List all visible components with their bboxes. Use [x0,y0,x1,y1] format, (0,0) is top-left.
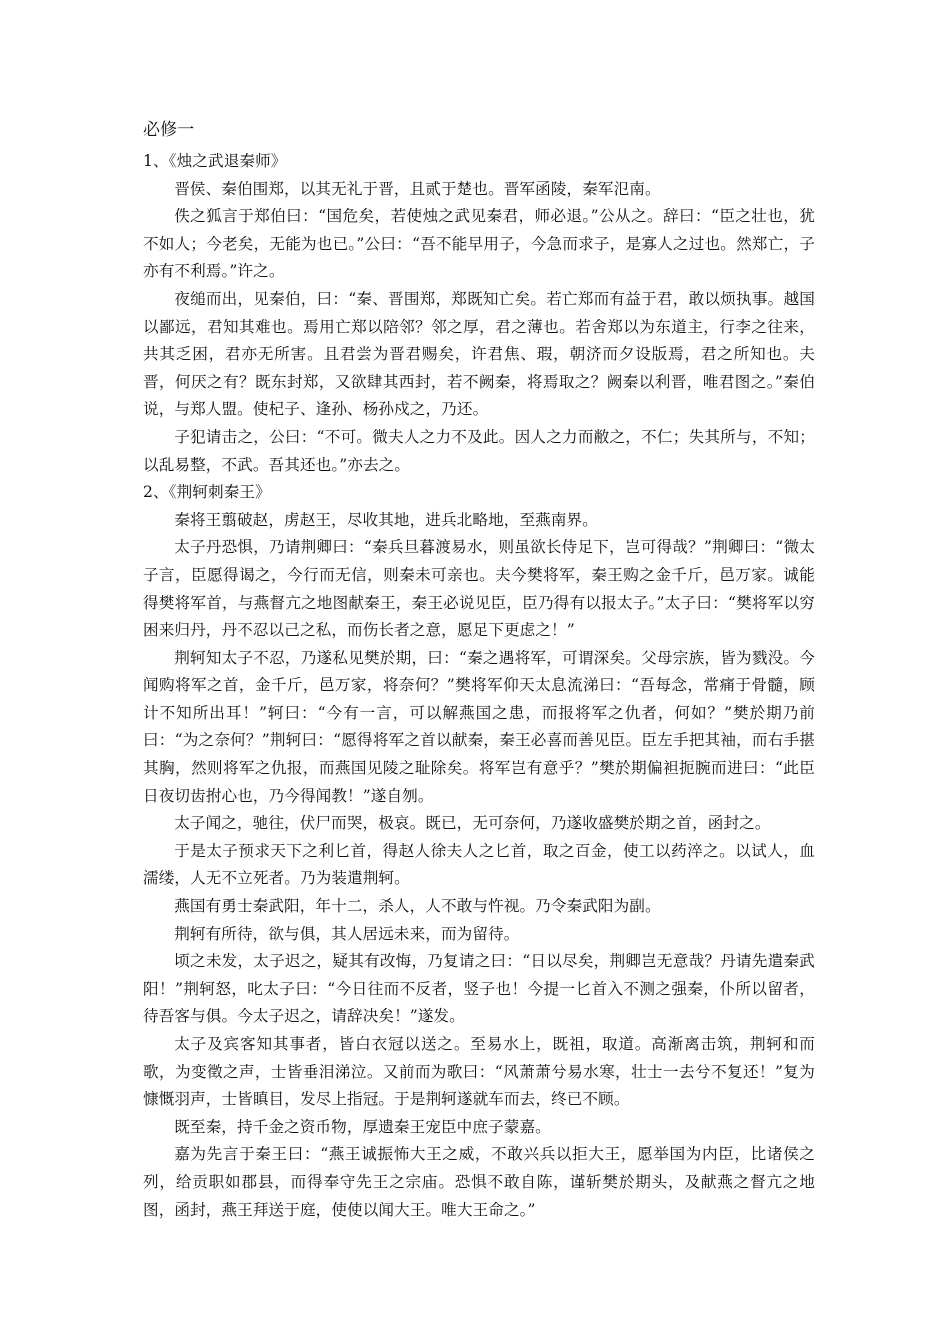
paragraph: 既至秦，持千金之资币物，厚遗秦王宠臣中庶子蒙嘉。 [174,1117,551,1136]
paragraph: 太子丹恐惧，乃请荆卿曰：“秦兵旦暮渡易水，则虽欲长侍足下，岂可得哉？”荆卿曰：“微太子言，臣愿得谒之，今行而无信，则秦未可亲也。夫今樊将军，秦王购之金千斤，邑万家。诚能得樊将军首，与燕督亢之地图献秦王，秦王必说见臣，臣乃得有以报太子。”太子曰：“樊将军以穷困来归丹，丹不忍以己之私，而伤长者之意，愿足下更虑之！” [143,538,815,640]
section-zhu-zhi-wu [143,148,815,479]
paragraph: 荆轲有所待，欲与俱，其人居远未来，而为留待。 [174,924,520,943]
paragraph: 燕国有勇士秦武阳，年十二，杀人，人不敢与忤视。乃令秦武阳为副。 [174,897,661,916]
paragraph: 太子及宾客知其事者，皆白衣冠以送之。至易水上，既祖，取道。高渐离击筑，荆轲和而歌，为变徵之声，士皆垂泪涕泣。又前而为歌曰：“风萧萧兮易水寒，壮士一去兮不复还！”复为慷慨羽声，士皆瞋目，发尽上指冠。于是荆轲遂就车而去，终已不顾。 [143,1035,815,1109]
section-jing-ke [143,479,815,1224]
paragraph: 秦将王翦破赵，虏赵王，尽收其地，进兵北略地，至燕南界。 [174,510,598,529]
paragraph: 晋侯、秦伯围郑，以其无礼于晋，且贰于楚也。晋军函陵，秦军氾南。 [174,179,661,198]
document-page [143,116,815,1224]
section-title: 1、《烛之武退秦师》 [143,152,287,170]
paragraph: 嘉为先言于秦王曰：“燕王诚振怖大王之威，不敢兴兵以拒大王，愿举国为内臣，比诸侯之列，给贡职如郡县，而得奉守先王之宗庙。恐惧不敢自陈，谨斩樊於期头，及献燕之督亢之地图，函封，燕王拜送于庭，使使以闻大王。唯大王命之。” [143,1145,815,1219]
paragraph: 夜缒而出，见秦伯，曰：“秦、晋围郑，郑既知亡矣。若亡郑而有益于君，敢以烦执事。越国以鄙远，君知其难也。焉用亡郑以陪邻？邻之厚，君之薄也。若舍郑以为东道主，行李之往来，共其乏困，君亦无所害。且君尝为晋君赐矣，许君焦、瑕，朝济而夕设版焉，君之所知也。夫晋，何厌之有？既东封郑，又欲肆其西封，若不阙秦，将焉取之？阙秦以利晋，唯君图之。”秦伯说，与郑人盟。使杞子、逢孙、杨孙戍之，乃还。 [143,289,815,419]
paragraph: 佚之狐言于郑伯曰：“国危矣，若使烛之武见秦君，师必退。”公从之。辞曰：“臣之壮也，犹不如人；今老矣，无能为也已。”公曰：“吾不能早用子，今急而求子，是寡人之过也。然郑亡，子亦有不利焉。”许之。 [143,207,815,281]
paragraph: 荆轲知太子不忍，乃遂私见樊於期，曰：“秦之遇将军，可谓深矣。父母宗族，皆为戮没。今闻购将军之首，金千斤，邑万家，将奈何？”樊将军仰天太息流涕曰：“吾每念，常痛于骨髓，顾计不知所出耳！”轲曰：“今有一言，可以解燕国之患，而报将军之仇者，何如？”樊於期乃前曰：“为之奈何？”荆轲曰：“愿得将军之首以献秦，秦王必喜而善见臣。臣左手把其袖，而右手揕其胸，然则将军之仇报，而燕国见陵之耻除矣。将军岂有意乎？”樊於期偏袒扼腕而进曰：“此臣日夜切齿拊心也，乃今得闻教！”遂自刎。 [143,648,815,805]
paragraph: 子犯请击之，公曰：“不可。微夫人之力不及此。因人之力而敝之，不仁；失其所与，不知；以乱易整，不武。吾其还也。”亦去之。 [143,427,815,474]
paragraph: 顷之未发，太子迟之，疑其有改悔，乃复请之曰：“日以尽矣，荆卿岂无意哉？丹请先遣秦武阳！”荆轲怒，叱太子曰：“今日往而不反者，竖子也！今提一匕首入不测之强秦，仆所以留者，待吾客与俱。今太子迟之，请辞决矣！”遂发。 [143,952,815,1026]
section-title: 2、《荆轲刺秦王》 [143,483,271,502]
paragraph: 于是太子预求天下之利匕首，得赵人徐夫人之匕首，取之百金，使工以药淬之。以试人，血濡缕，人无不立死者。乃为装遣荆轲。 [143,841,815,888]
paragraph: 太子闻之，驰往，伏尸而哭，极哀。既已，无可奈何，乃遂收盛樊於期之首，函封之。 [174,814,771,833]
document-heading: 必修一 [143,120,195,140]
